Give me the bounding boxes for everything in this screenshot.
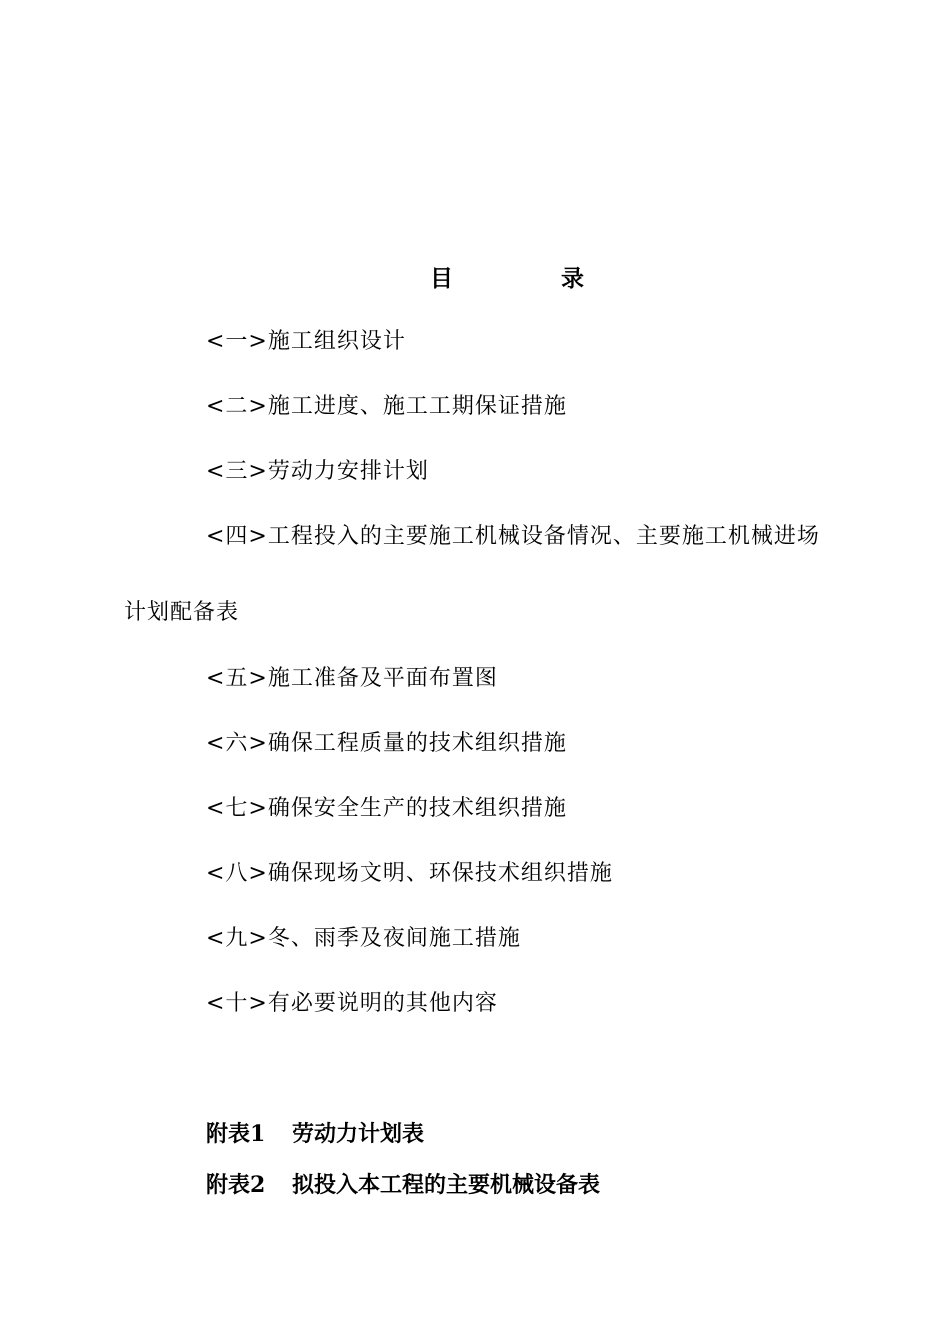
toc-item-3: <三>劳动力安排计划 bbox=[206, 459, 429, 484]
page-title bbox=[0, 260, 950, 296]
title-char-1: 目 bbox=[430, 265, 453, 292]
appendix-text: 劳动力计划表 bbox=[292, 1121, 425, 1147]
toc-item-6: <六>确保工程质量的技术组织措施 bbox=[206, 731, 567, 756]
appendix-label: 附表1 bbox=[206, 1121, 266, 1147]
appendix-item-1 bbox=[206, 1119, 424, 1149]
appendix-label: 附表2 bbox=[206, 1172, 266, 1198]
toc-item-2: <二>施工进度、施工工期保证措施 bbox=[206, 394, 567, 419]
toc-item-9: <九>冬、雨季及夜间施工措施 bbox=[206, 926, 521, 951]
toc-item-1: <一>施工组织设计 bbox=[206, 329, 406, 354]
toc-item-8: <八>确保现场文明、环保技术组织措施 bbox=[206, 861, 613, 886]
toc-item-4-continuation: 计划配备表 bbox=[124, 600, 240, 625]
toc-item-4: <四>工程投入的主要施工机械设备情况、主要施工机械进场 bbox=[206, 524, 820, 549]
appendix-text: 拟投入本工程的主要机械设备表 bbox=[292, 1172, 601, 1198]
title-char-2: 录 bbox=[561, 265, 584, 292]
toc-item-7: <七>确保安全生产的技术组织措施 bbox=[206, 796, 567, 821]
toc-item-5: <五>施工准备及平面布置图 bbox=[206, 666, 498, 691]
toc-item-10: <十>有必要说明的其他内容 bbox=[206, 991, 498, 1016]
appendix-item-2 bbox=[206, 1170, 600, 1200]
